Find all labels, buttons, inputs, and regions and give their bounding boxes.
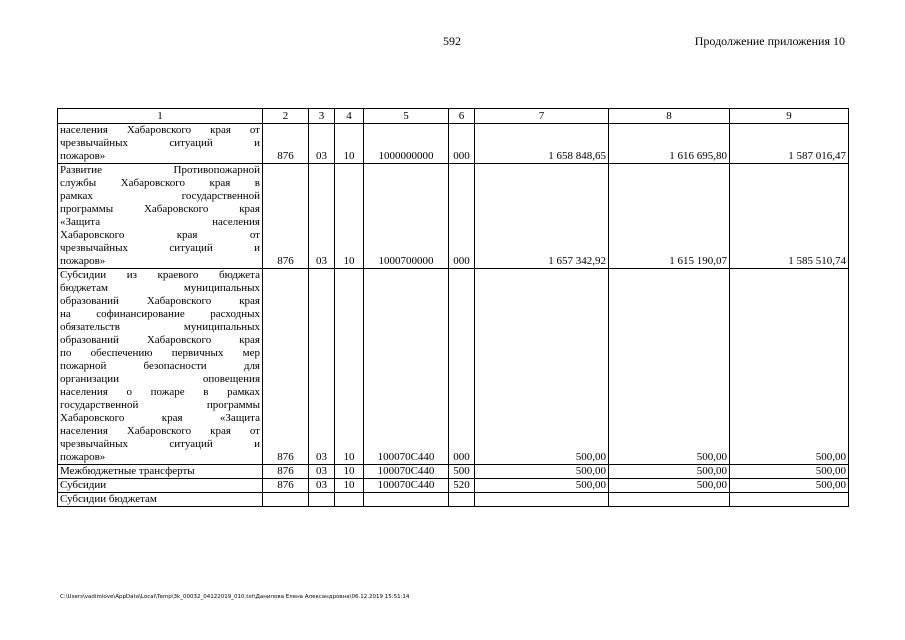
row-name-line: Субсидии бюджетам: [60, 493, 157, 505]
table-header-row: [58, 109, 849, 124]
amount-cell: 500,00: [475, 269, 609, 465]
row-name-line: чрезвычайных ситуаций и: [60, 438, 260, 450]
admin-code-cell: 876: [263, 465, 309, 479]
subsection-code-cell: 10: [335, 465, 364, 479]
row-name-line: организации оповещения: [60, 373, 260, 385]
row-name-line: чрезвычайных ситуаций и: [60, 137, 260, 149]
row-name-cell: [58, 124, 263, 164]
budget-table: [57, 108, 849, 507]
row-name-line: населения Хабаровского края от: [60, 425, 260, 437]
row-name-line: на софинансирование расходных: [60, 308, 260, 320]
column-header: 3: [309, 109, 335, 124]
row-name-line: образований Хабаровского края: [60, 295, 260, 307]
amount-cell: 1 585 510,74: [730, 164, 849, 269]
row-name-cell: [58, 269, 263, 465]
row-name-cell: [58, 465, 263, 479]
row-name-line: образований Хабаровского края: [60, 334, 260, 346]
target-article-cell: 100070С440: [364, 269, 449, 465]
appendix-continuation-note: Продолжение приложения 10: [694, 34, 845, 48]
row-name-line: Хабаровского края «Защита: [60, 412, 260, 424]
section-code-cell: 03: [309, 124, 335, 164]
row-name-line: Развитие Противопожарной: [60, 164, 260, 176]
row-name-line: по обеспечению первичных мер: [60, 347, 260, 359]
amount-cell: 1 587 016,47: [730, 124, 849, 164]
admin-code-cell: [263, 493, 309, 507]
amount-cell: 1 657 342,92: [475, 164, 609, 269]
section-code-cell: 03: [309, 465, 335, 479]
amount-cell: 1 616 695,80: [609, 124, 730, 164]
table-row: [58, 124, 849, 164]
row-name-line: Хабаровского края от: [60, 229, 260, 241]
document-file-path: C:\Users\vadimlove\AppData\Local\Temp\3k_00032_04122019_010.txt\Данилова Елена Александровна\06.12.2019 15:51:14: [60, 594, 410, 600]
amount-cell: 500,00: [609, 269, 730, 465]
target-article-cell: 100070С440: [364, 465, 449, 479]
amount-cell: [609, 493, 730, 507]
section-code-cell: 03: [309, 479, 335, 493]
subsection-code-cell: 10: [335, 269, 364, 465]
row-name-line: обязательств муниципальных: [60, 321, 260, 333]
section-code-cell: 03: [309, 269, 335, 465]
row-name-line: пожаров»: [60, 451, 106, 463]
row-name-cell: [58, 479, 263, 493]
expense-type-cell: [449, 493, 475, 507]
target-article-cell: 100070С440: [364, 479, 449, 493]
row-name-line: бюджетам муниципальных: [60, 282, 260, 294]
target-article-cell: [364, 493, 449, 507]
row-name-line: Межбюджетные трансферты: [60, 465, 195, 477]
admin-code-cell: 876: [263, 269, 309, 465]
amount-cell: 500,00: [475, 479, 609, 493]
expense-type-cell: 000: [449, 164, 475, 269]
column-header: 7: [475, 109, 609, 124]
column-header: 6: [449, 109, 475, 124]
expense-type-cell: 000: [449, 124, 475, 164]
target-article-cell: 1000000000: [364, 124, 449, 164]
amount-cell: 500,00: [475, 465, 609, 479]
admin-code-cell: 876: [263, 479, 309, 493]
row-name-line: государственной программы: [60, 399, 260, 411]
row-name-line: программы Хабаровского края: [60, 203, 260, 215]
amount-cell: [730, 493, 849, 507]
table-row: [58, 164, 849, 269]
row-name-line: Субсидии: [60, 479, 107, 491]
row-name-line: рамках государственной: [60, 190, 260, 202]
amount-cell: 500,00: [609, 479, 730, 493]
expense-type-cell: 520: [449, 479, 475, 493]
row-name-line: пожаров»: [60, 150, 106, 162]
column-header: 5: [364, 109, 449, 124]
row-name-line: пожаров»: [60, 255, 106, 267]
amount-cell: 500,00: [730, 479, 849, 493]
target-article-cell: 1000700000: [364, 164, 449, 269]
table-row: [58, 493, 849, 507]
row-name-line: чрезвычайных ситуаций и: [60, 242, 260, 254]
amount-cell: 1 615 190,07: [609, 164, 730, 269]
admin-code-cell: 876: [263, 164, 309, 269]
column-header: 2: [263, 109, 309, 124]
column-header: 9: [730, 109, 849, 124]
amount-cell: 500,00: [730, 269, 849, 465]
section-code-cell: [309, 493, 335, 507]
row-name-line: пожарной безопасности для: [60, 360, 260, 372]
expense-type-cell: 000: [449, 269, 475, 465]
row-name-line: населения Хабаровского края от: [60, 124, 260, 136]
admin-code-cell: 876: [263, 124, 309, 164]
subsection-code-cell: 10: [335, 164, 364, 269]
row-name-line: службы Хабаровского края в: [60, 177, 260, 189]
amount-cell: 500,00: [609, 465, 730, 479]
amount-cell: 500,00: [730, 465, 849, 479]
column-header: 1: [58, 109, 263, 124]
table-row: [58, 479, 849, 493]
row-name-line: «Защита населения: [60, 216, 260, 228]
page-number: 592: [443, 34, 461, 48]
table-row: [58, 269, 849, 465]
subsection-code-cell: [335, 493, 364, 507]
row-name-cell: [58, 493, 263, 507]
column-header: 8: [609, 109, 730, 124]
subsection-code-cell: 10: [335, 124, 364, 164]
subsection-code-cell: 10: [335, 479, 364, 493]
column-header: 4: [335, 109, 364, 124]
amount-cell: 1 658 848,65: [475, 124, 609, 164]
amount-cell: [475, 493, 609, 507]
row-name-line: населения о пожаре в рамках: [60, 386, 260, 398]
row-name-cell: [58, 164, 263, 269]
row-name-line: Субсидии из краевого бюджета: [60, 269, 260, 281]
section-code-cell: 03: [309, 164, 335, 269]
expense-type-cell: 500: [449, 465, 475, 479]
table-row: [58, 465, 849, 479]
